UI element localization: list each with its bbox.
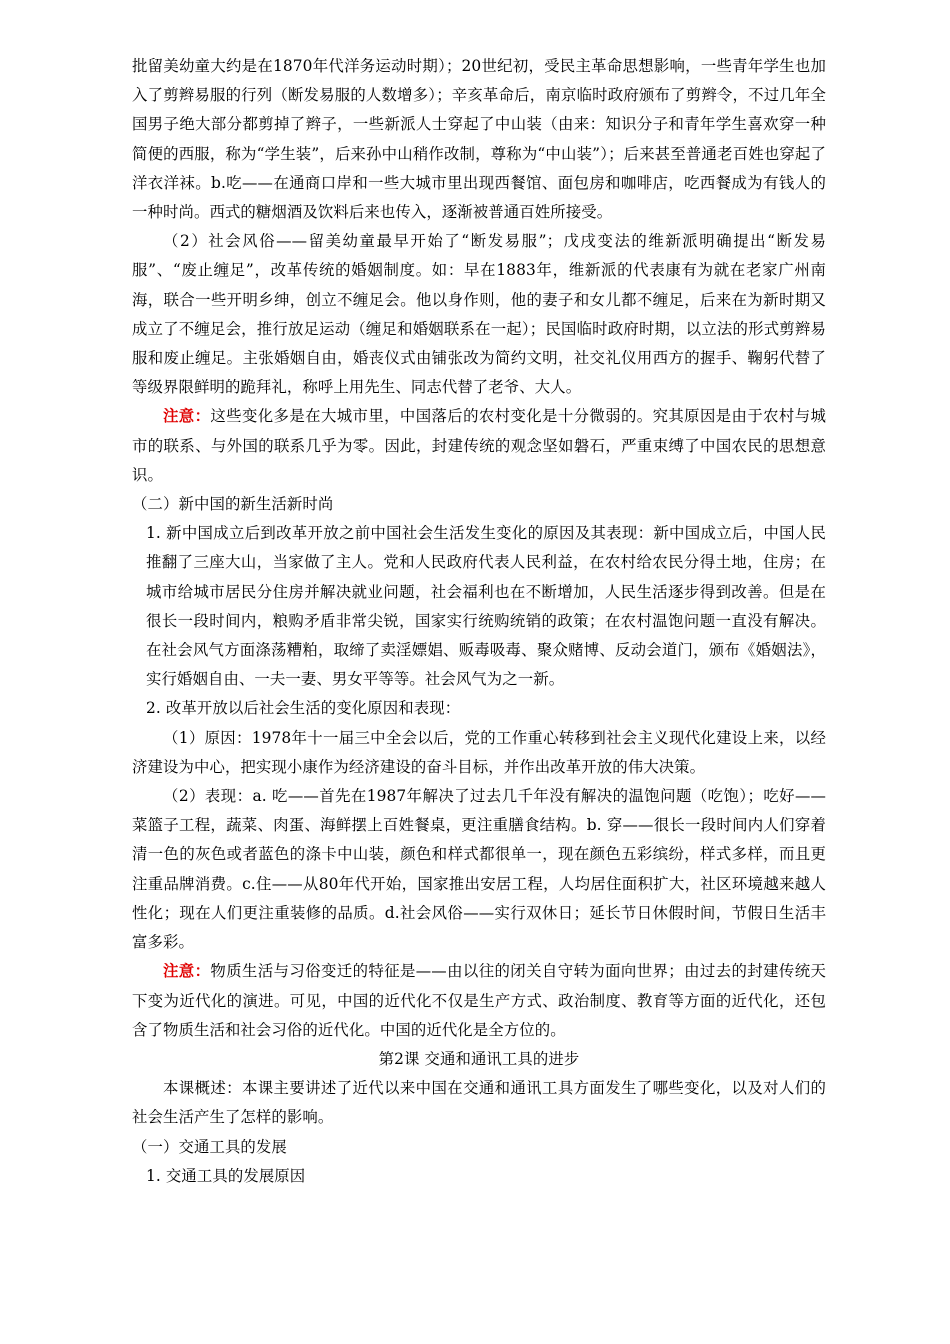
note-text: 物质生活与习俗变迁的特征是——由以往的闭关自守转为面向世界；由过去的封建传统天下变为近代化的演进。可见，中国的近代化不仅是生产方式、政治制度、教育等方面的近代化，还包含了物质生活和社会习俗的近代化。中国的近代化是全方位的。 (132, 962, 826, 1039)
note-label: 注意： (163, 962, 211, 981)
note-label: 注意： (163, 407, 211, 426)
paragraph-note-modernization (132, 957, 826, 1045)
lesson-title: 第2课 交通和通讯工具的进步 (378, 1049, 580, 1068)
section-heading-transport: （一）交通工具的发展 (132, 1137, 287, 1156)
paragraph-note-rural (132, 402, 826, 490)
paragraph-reform-reason: （1）原因：1978年十一届三中全会以后，党的工作重心转移到社会主义现代化建设上来，以经济建设为中心，把实现小康作为经济建设的奋斗目标，并作出改革开放的伟大决策。 (132, 728, 826, 776)
paragraph-social-customs: （2）社会风俗——留美幼童最早开始了“断发易服”；戊戌变法的维新派明确提出“断发易服”、“废止缠足”，改革传统的婚姻制度。如：早在1883年，维新派的代表康有为就在老家广州南海，联合一些开明乡绅，创立不缠足会。他以身作则，他的妻子和女儿都不缠足，后来在为新时期又成立了不缠足会，推行放足运动（缠足和婚姻联系在一起）；民国临时政府时期，以立法的形式剪辫易服和废止缠足。主张婚姻自由，婚丧仪式由铺张改为简约文明，社交礼仪用西方的握手、鞠躬代替了等级界限鲜明的跪拜礼，称呼上用先生、同志代替了老爷、大人。 (132, 232, 826, 397)
paragraph-lesson-overview: 本课概述：本课主要讲述了近代以来中国在交通和通讯工具方面发生了哪些变化，以及对人们的社会生活产生了怎样的影响。 (132, 1079, 826, 1127)
paragraph-reform-performance: （2）表现：a. 吃——首先在1987年解决了过去几千年没有解决的温饱问题（吃饱）；吃好——菜篮子工程，蔬菜、肉蛋、海鲜摆上百姓餐桌，更注重膳食结构。b. 穿——很长一段时间内人们穿着清一色的灰色或者蓝色的涤卡中山装，颜色和样式都很单一，现在颜色五彩缤纷，样式多样，而且更注重品牌消费。c.住——从80年代开始，国家推出安居工程，人均居住面积扩大，社区环境越来越人性化；现在人们更注重装修的品质。d.社会风俗——实行双休日；延长节日休假时间，节假日生活丰富多彩。 (132, 787, 826, 952)
section-heading-new-china: （二）新中国的新生活新时尚 (132, 495, 334, 514)
note-text: 这些变化多是在大城市里，中国落后的农村变化是十分微弱的。究其原因是由于农村与城市的联系、与外国的联系几乎为零。因此，封建传统的观念坚如磐石，严重束缚了中国农民的思想意识。 (132, 407, 826, 484)
paragraph-new-china-changes: 1. 新中国成立后到改革开放之前中国社会生活发生变化的原因及其表现：新中国成立后，中国人民推翻了三座大山，当家做了主人。党和人民政府代表人民利益，在农村给农民分得土地，住房；在城市给城市居民分住房并解决就业问题，社会福利也在不断增加，人民生活逐步得到改善。但是在很长一段时间内，粮购矛盾非常尖锐，国家实行统购统销的政策；在农村温饱问题一直没有解决。在社会风气方面涤荡糟粕，取缔了卖淫嫖娼、贩毒吸毒、聚众赌博、反动会道门，颁布《婚姻法》，实行婚姻自由、一夫一妻、男女平等等。社会风气为之一新。 (146, 524, 826, 689)
paragraph-clothing-food: 批留美幼童大约是在1870年代洋务运动时期）；20世纪初，受民主革命思想影响，一些青年学生也加入了剪辫易服的行列（断发易服的人数增多）；辛亥革命后，南京临时政府颁布了剪辫令，不过几年全国男子绝大部分都剪掉了辫子，一些新派人士穿起了中山装（由来：知识分子和青年学生喜欢穿一种简便的西服，称为“学生装”，后来孙中山稍作改制，尊称为“中山装”）；后来甚至普通老百姓也穿起了洋衣洋袜。b.吃——在通商口岸和一些大城市里出现西餐馆、面包房和咖啡店，吃西餐成为有钱人的一种时尚。西式的糖烟酒及饮料后来也传入，逐渐被普通百姓所接受。 (132, 57, 826, 222)
paragraph-reform-heading: 2. 改革开放以后社会生活的变化原因和表现： (146, 699, 461, 718)
paragraph-transport-reason: 1. 交通工具的发展原因 (146, 1166, 306, 1185)
document-page (132, 52, 826, 1191)
